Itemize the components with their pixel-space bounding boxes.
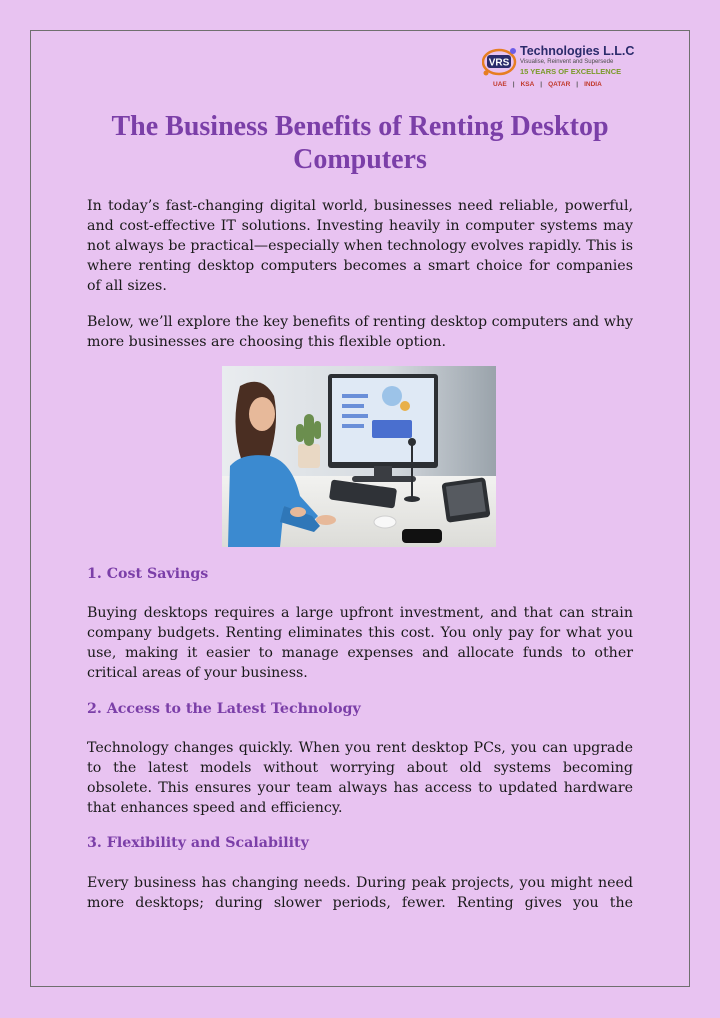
- logo-tagline: Visualise, Reinvent and Supersede: [520, 59, 614, 65]
- logo-excellence: 15 YEARS OF EXCELLENCE: [520, 67, 622, 76]
- intro-paragraph-1: In today’s fast-changing digital world, businesses need reliable, powerful, and cost-effective IT solutions. Investing heavily in computer systems may not always be practical—especially when technology evolves rapidly. This is where renting desktop computers becomes a smart choice for companies of all sizes.: [87, 198, 633, 294]
- document-title: The Business Benefits of Renting Desktop Computers: [111, 111, 609, 175]
- section-body-cost-savings: Buying desktops requires a large upfront investment, and that can strain company budgets. Renting eliminates this cost. You only pay for what you use, making it easier to manage expenses and allocate funds to other critical areas of your business.: [87, 605, 633, 681]
- section-heading-latest-technology: 2. Access to the Latest Technology: [87, 701, 361, 717]
- logo-regions: UAE | KSA | QATAR | INDIA: [493, 81, 602, 88]
- section-body-latest-technology: Technology changes quickly. When you rent desktop PCs, you can upgrade to the latest models without worrying about old systems becoming obsolete. This ensures your team always has access to updated hardware that enhances speed and efficiency.: [87, 740, 633, 816]
- region-uae: UAE: [493, 81, 507, 88]
- company-logo: [478, 42, 648, 92]
- section-heading-flexibility: 3. Flexibility and Scalability: [87, 835, 309, 851]
- logo-company-name: Technologies L.L.C: [520, 44, 635, 58]
- region-qatar: QATAR: [548, 81, 571, 88]
- vrs-logo-mark-icon: [482, 46, 518, 76]
- region-ksa: KSA: [520, 81, 535, 88]
- section-body-flexibility: Every business has changing needs. During peak projects, you might need more desktops; during slower periods, fewer. Renting gives you the: [87, 875, 633, 911]
- section-heading-cost-savings: 1. Cost Savings: [87, 566, 209, 582]
- intro-paragraph-2: Below, we’ll explore the key benefits of renting desktop computers and why more businesses are choosing this flexible option.: [87, 314, 633, 350]
- region-india: INDIA: [584, 81, 602, 88]
- desktop-rental-photo: [222, 366, 496, 547]
- logo-initials: VRS: [488, 57, 510, 69]
